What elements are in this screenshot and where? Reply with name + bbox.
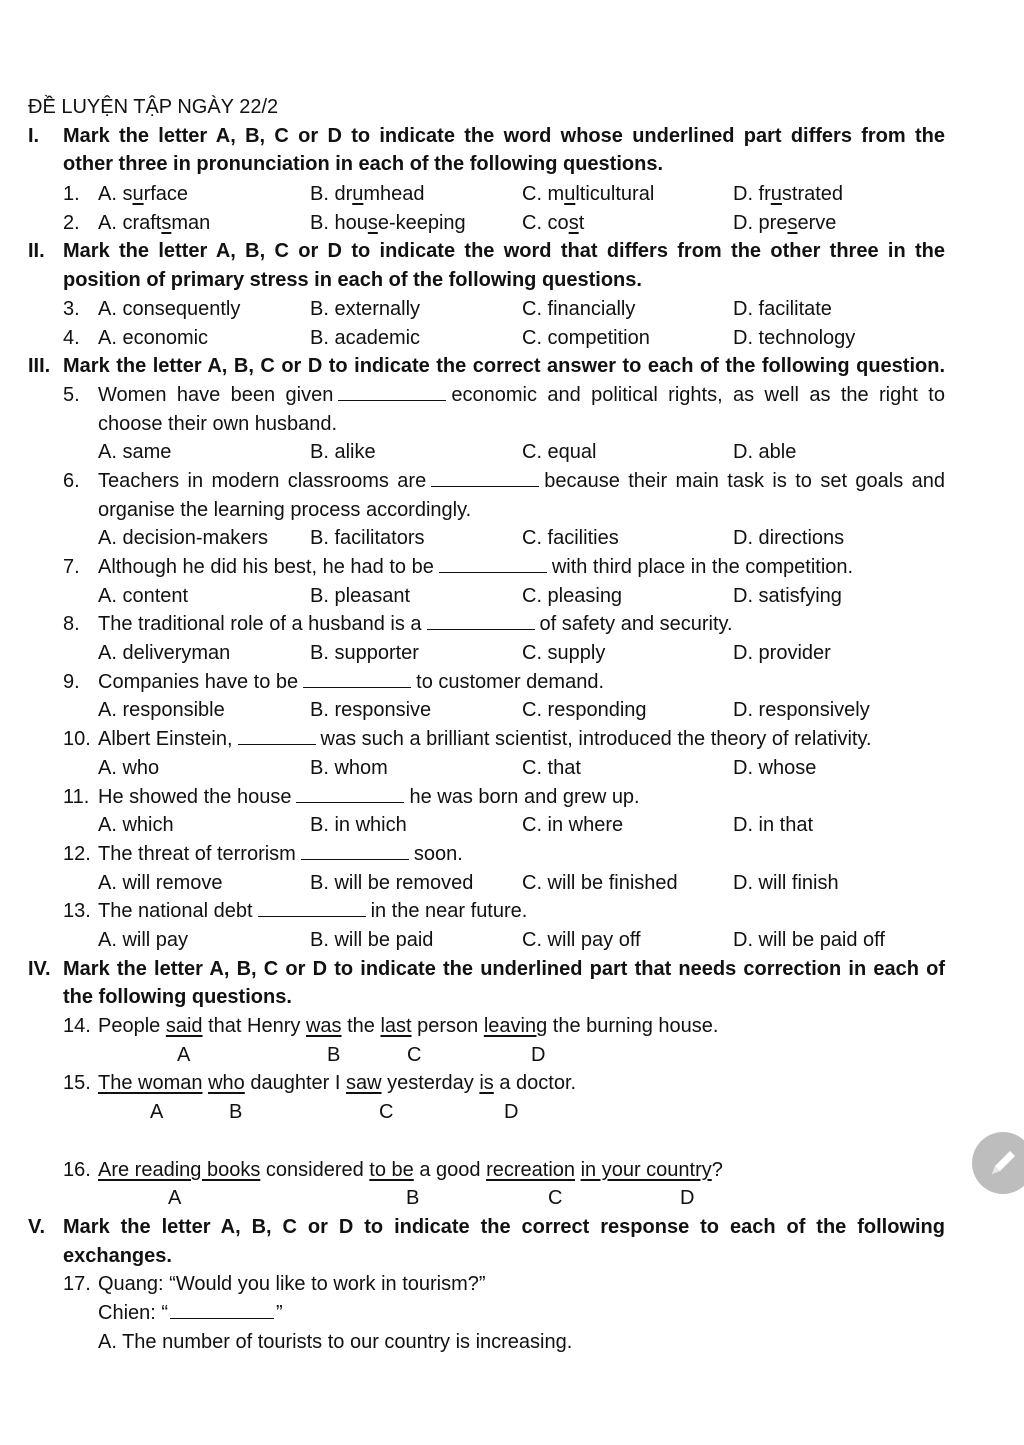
q5-blank [338, 382, 446, 401]
q16-part-c[interactable]: recreation [486, 1159, 576, 1181]
q10-option-d[interactable]: D. whose [733, 757, 817, 779]
q15-part-b[interactable]: who [208, 1072, 245, 1094]
q1-option-c[interactable]: C. multicultural [522, 183, 655, 205]
q1-option-b[interactable]: B. drumhead [310, 183, 425, 205]
q13-blank [258, 898, 366, 917]
q15-part-c[interactable]: saw [345, 1072, 382, 1094]
question-number-14: 14. [63, 1015, 91, 1037]
q2-option-c[interactable]: C. cost [522, 212, 585, 234]
q15-label-b: B [229, 1101, 243, 1123]
q7-option-d[interactable]: D. satisfying [733, 585, 842, 607]
q10-blank [238, 726, 316, 745]
q4-option-a[interactable]: A. economic [98, 327, 209, 349]
q2-option-d[interactable]: D. preserve [733, 212, 837, 234]
question-number-11: 11. [63, 786, 90, 808]
q16-part-a[interactable]: Are reading books [98, 1159, 261, 1181]
section-4-instruction-line1: Mark the letter A, B, C or D to indicate the underlined part that needs correction in each of [63, 958, 945, 980]
section-5-number: V. [28, 1216, 46, 1238]
q10-option-c[interactable]: C. that [522, 757, 581, 779]
q13-stem: The national debt in the near future. [98, 900, 528, 922]
q3-option-d[interactable]: D. facilitate [733, 298, 832, 320]
q9-blank [303, 669, 411, 688]
question-number-10: 10. [63, 728, 91, 750]
pencil-icon [986, 1146, 1020, 1180]
q11-option-d[interactable]: D. in that [733, 814, 814, 836]
q14-part-b[interactable]: was [305, 1015, 342, 1037]
q7-option-c[interactable]: C. pleasing [522, 585, 623, 607]
q8-option-a[interactable]: A. deliveryman [98, 642, 231, 664]
q8-stem: The traditional role of a husband is a of safety and security. [98, 613, 733, 635]
q6-blank [431, 468, 539, 487]
section-4-instruction-line2: the following questions. [63, 986, 292, 1008]
q15-part-a[interactable]: The woman [98, 1072, 203, 1094]
section-2-number: II. [28, 240, 45, 262]
q16-part-b[interactable]: to be [369, 1159, 414, 1181]
q9-option-b[interactable]: B. responsive [310, 699, 432, 721]
question-number-9: 9. [63, 671, 80, 693]
q15-sentence: The woman who daughter I saw yesterday is a doctor. [98, 1072, 577, 1094]
q10-option-a[interactable]: A. who [98, 757, 160, 779]
q6-option-a[interactable]: A. decision-makers [98, 527, 269, 549]
section-1-number: I. [28, 125, 40, 147]
question-number-2: 2. [63, 212, 80, 234]
edit-pencil-button[interactable] [972, 1132, 1024, 1194]
q13-option-b[interactable]: B. will be paid [310, 929, 434, 951]
q6-option-d[interactable]: D. directions [733, 527, 845, 549]
q12-blank [301, 841, 409, 860]
q5-stem: Women have been given economic and political rights, as well as the right to [98, 384, 945, 406]
section-5-instruction-line1: Mark the letter A, B, C or D to indicate the correct response to each of the following [63, 1216, 945, 1238]
section-2-instruction-line2: position of primary stress in each of the following questions. [63, 269, 642, 291]
q12-stem: The threat of terrorism soon. [98, 843, 463, 865]
question-number-4: 4. [63, 327, 80, 349]
question-number-5: 5. [63, 384, 80, 406]
q12-option-d[interactable]: D. will finish [733, 872, 839, 894]
q10-stem: Albert Einstein, was such a brilliant scientist, introduced the theory of relativity. [98, 728, 872, 750]
section-2-instruction-line1: Mark the letter A, B, C or D to indicate the word that differs from the other three in the [63, 240, 945, 262]
q14-label-c: C [407, 1044, 422, 1066]
question-number-6: 6. [63, 470, 80, 492]
q7-option-a[interactable]: A. content [98, 585, 189, 607]
q14-part-a[interactable]: said [165, 1015, 203, 1037]
q11-blank [296, 784, 404, 803]
q5-option-c[interactable]: C. equal [522, 441, 597, 463]
q5-option-b[interactable]: B. alike [310, 441, 376, 463]
q6-option-c[interactable]: C. facilities [522, 527, 619, 549]
section-1-instruction-line1: Mark the letter A, B, C or D to indicate the word whose underlined part differs from the [63, 125, 945, 147]
question-number-13: 13. [63, 900, 91, 922]
q16-label-d: D [680, 1187, 695, 1209]
q9-option-d[interactable]: D. responsively [733, 699, 870, 721]
q14-part-c[interactable]: last [380, 1015, 412, 1037]
question-number-8: 8. [63, 613, 80, 635]
q8-option-b[interactable]: B. supporter [310, 642, 419, 664]
q11-option-c[interactable]: C. in where [522, 814, 624, 836]
q11-stem: He showed the house he was born and grew up. [98, 786, 640, 808]
q7-stem: Although he did his best, he had to be with third place in the competition. [98, 556, 854, 578]
q4-option-d[interactable]: D. technology [733, 327, 856, 349]
section-5-instruction-line2: exchanges. [63, 1245, 172, 1267]
q3-option-a[interactable]: A. consequently [98, 298, 241, 320]
q6-option-b[interactable]: B. facilitators [310, 527, 425, 549]
question-number-16: 16. [63, 1159, 91, 1181]
q11-option-a[interactable]: A. which [98, 814, 174, 836]
section-3-number: III. [28, 355, 51, 377]
q13-option-d[interactable]: D. will be paid off [733, 929, 885, 951]
q16-part-d[interactable]: in your country [580, 1159, 712, 1181]
q2-option-a[interactable]: A. craftsman [98, 212, 211, 234]
q14-sentence: People said that Henry was the last person leaving the burning house. [98, 1015, 719, 1037]
q16-label-a: A [168, 1187, 182, 1209]
section-3-instruction-line1: Mark the letter A, B, C or D to indicate the correct answer to each of the following question. [63, 355, 945, 377]
q12-option-a[interactable]: A. will remove [98, 872, 223, 894]
q17-option-a[interactable]: A. The number of tourists to our country is increasing. [98, 1331, 573, 1353]
question-number-3: 3. [63, 298, 80, 320]
q5-stem-line2: choose their own husband. [98, 413, 338, 435]
q13-option-a[interactable]: A. will pay [98, 929, 189, 951]
question-number-12: 12. [63, 843, 91, 865]
q14-part-d[interactable]: leaving [483, 1015, 548, 1037]
q15-label-a: A [150, 1101, 164, 1123]
q10-option-b[interactable]: B. whom [310, 757, 388, 779]
page-title: ĐỀ LUYỆN TẬP NGÀY 22/2 [28, 96, 279, 118]
q5-option-d[interactable]: D. able [733, 441, 797, 463]
q9-option-a[interactable]: A. responsible [98, 699, 225, 721]
q8-option-d[interactable]: D. provider [733, 642, 831, 664]
q9-stem: Companies have to be to customer demand. [98, 671, 605, 693]
section-1-instruction-line2: other three in pronunciation in each of the following questions. [63, 153, 664, 175]
q9-option-c[interactable]: C. responding [522, 699, 647, 721]
q7-blank [439, 554, 547, 573]
q3-option-b[interactable]: B. externally [310, 298, 421, 320]
q5-option-a[interactable]: A. same [98, 441, 172, 463]
q15-label-c: C [379, 1101, 394, 1123]
q3-option-c[interactable]: C. financially [522, 298, 636, 320]
q14-label-a: A [177, 1044, 191, 1066]
q12-option-c[interactable]: C. will be finished [522, 872, 678, 894]
q16-label-b: B [406, 1187, 420, 1209]
question-number-1: 1. [63, 183, 80, 205]
q11-option-b[interactable]: B. in which [310, 814, 407, 836]
section-4-number: IV. [28, 958, 51, 980]
q15-part-d[interactable]: is [479, 1072, 494, 1094]
question-number-7: 7. [63, 556, 80, 578]
q7-option-b[interactable]: B. pleasant [310, 585, 411, 607]
q8-option-c[interactable]: C. supply [522, 642, 606, 664]
q1-option-a[interactable]: A. surface [98, 183, 189, 205]
q2-option-b[interactable]: B. house-keeping [310, 212, 466, 234]
question-number-15: 15. [63, 1072, 91, 1094]
question-number-17: 17. [63, 1273, 91, 1295]
q17-prompt: Quang: “Would you like to work in tourism?” [98, 1273, 486, 1295]
q14-label-d: D [531, 1044, 546, 1066]
q13-option-c[interactable]: C. will pay off [522, 929, 641, 951]
q1-option-d[interactable]: D. frustrated [733, 183, 844, 205]
q17-blank [170, 1300, 274, 1319]
q14-label-b: B [327, 1044, 341, 1066]
q8-blank [427, 611, 535, 630]
q6-stem-line2: organise the learning process accordingly. [98, 499, 472, 521]
q12-option-b[interactable]: B. will be removed [310, 872, 474, 894]
q17-response-line: Chien: “ ” [98, 1302, 283, 1324]
q6-stem: Teachers in modern classrooms are because their main task is to set goals and [98, 470, 945, 492]
q4-option-c[interactable]: C. competition [522, 327, 650, 349]
q16-sentence: Are reading books considered to be a good recreation in your country? [98, 1159, 723, 1181]
q15-label-d: D [504, 1101, 519, 1123]
q4-option-b[interactable]: B. academic [310, 327, 421, 349]
q16-label-c: C [548, 1187, 563, 1209]
